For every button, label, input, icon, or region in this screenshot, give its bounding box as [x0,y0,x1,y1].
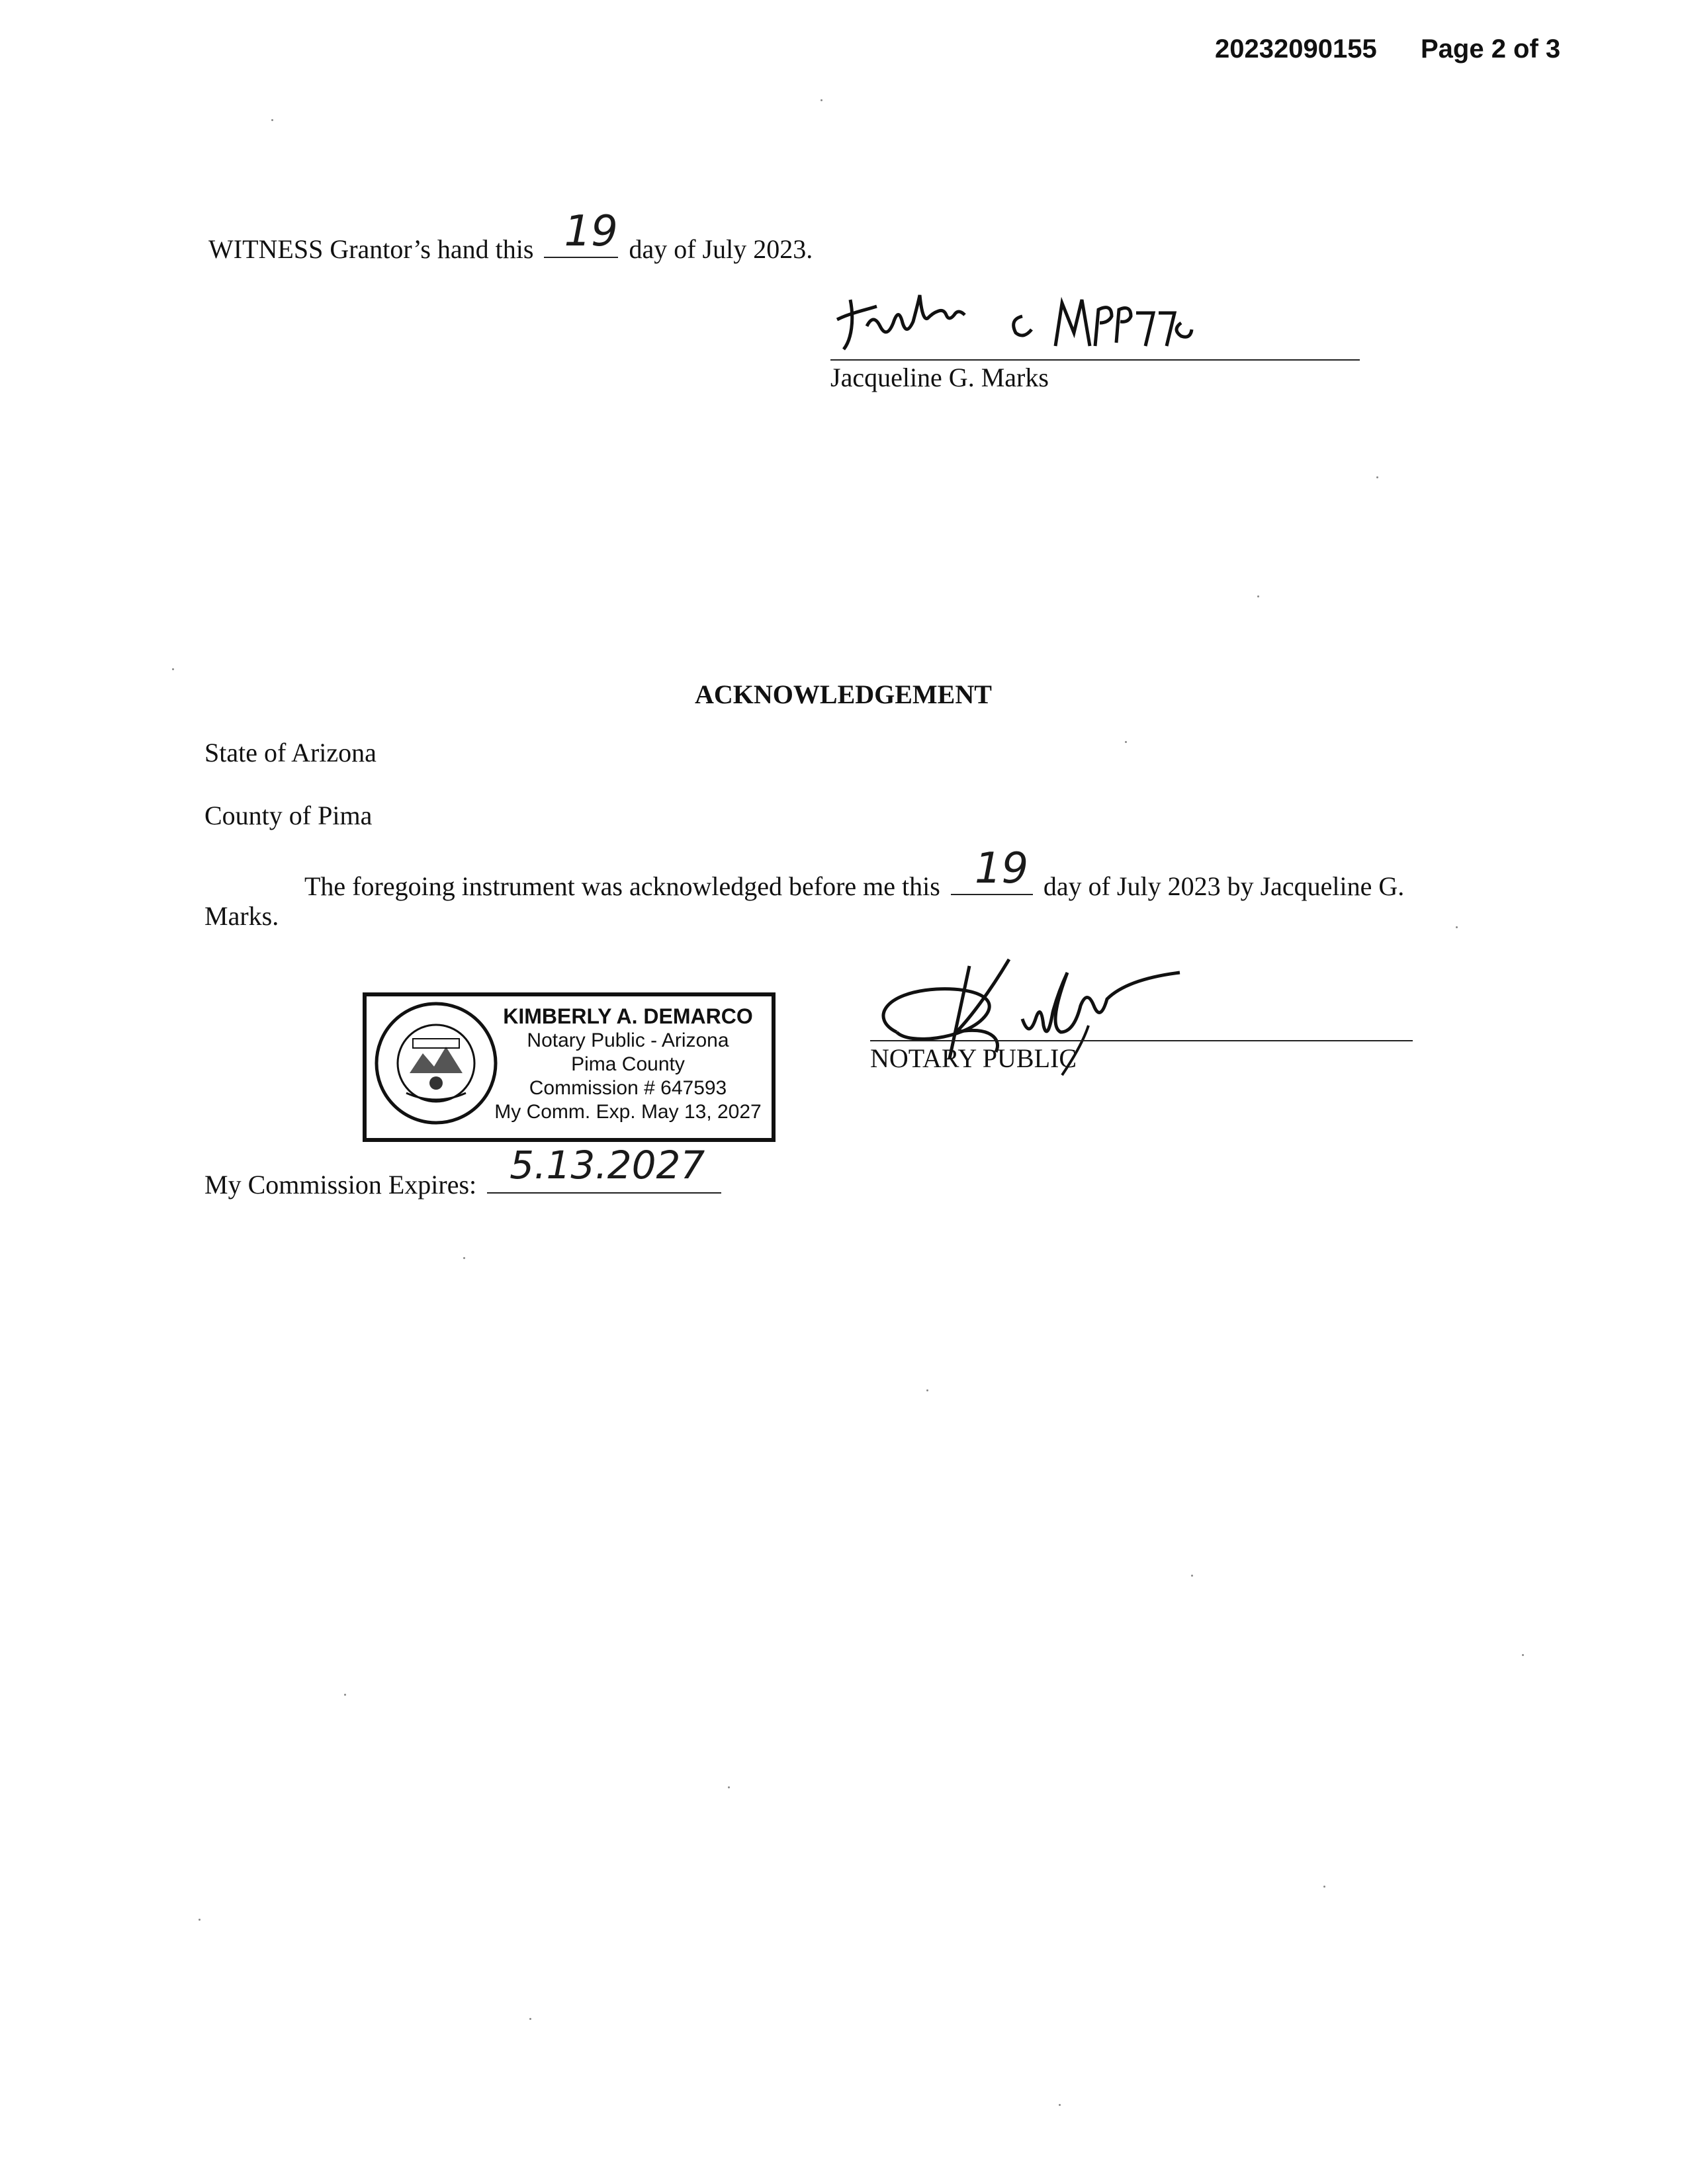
notary-signature-block [870,953,1419,1085]
commission-date-field [487,1143,721,1194]
notary-public-label: NOTARY PUBLIC [870,1043,1077,1073]
stamp-notary-title: Notary Public - Arizona [527,1029,729,1051]
venue-state: State of Arizona [204,738,377,767]
acknowledgement-line [304,844,1405,901]
commission-line [204,1143,721,1200]
commission-label: My Commission Expires: [204,1170,477,1200]
venue-county: County of Pima [204,801,373,830]
acknowledgement-suffix: day of July 2023 by Jacqueline G. [1043,871,1405,901]
acknowledgement-day-field [951,844,1033,895]
grantor-signature-block [830,294,1366,392]
stamp-text-block [492,1000,764,1133]
page-label: Page 2 of 3 [1420,34,1561,64]
stamp-county: Pima County [571,1053,685,1075]
notary-stamp [363,992,776,1142]
grantor-signature-line [830,359,1360,361]
grantor-signature-image [830,286,1201,359]
witness-prefix: WITNESS Grantor’s hand this [208,234,534,264]
stamp-notary-name: KIMBERLY A. DEMARCO [503,1004,753,1028]
acknowledgement-prefix: The foregoing instrument was acknowledged before me this [304,871,940,901]
witness-suffix: day of July 2023. [629,234,813,264]
document-header [1215,34,1560,64]
witness-line [208,207,813,264]
witness-day-handwritten: 19 [564,207,618,256]
witness-day-field [544,207,618,258]
acknowledgement-continuation: Marks. [204,901,279,931]
stamp-commission-number: Commission # 647593 [529,1077,727,1099]
acknowledgement-title: ACKNOWLEDGEMENT [695,679,992,709]
acknowledgement-day-handwritten: 19 [974,844,1029,893]
document-number: 20232090155 [1215,34,1377,64]
grantor-printed-name: Jacqueline G. Marks [830,363,1049,392]
commission-date-handwritten: 5.13.2027 [510,1143,705,1188]
state-seal-icon [373,1000,499,1126]
stamp-expiration: My Comm. Exp. May 13, 2027 [494,1101,762,1123]
notary-signature-line [870,1040,1413,1041]
